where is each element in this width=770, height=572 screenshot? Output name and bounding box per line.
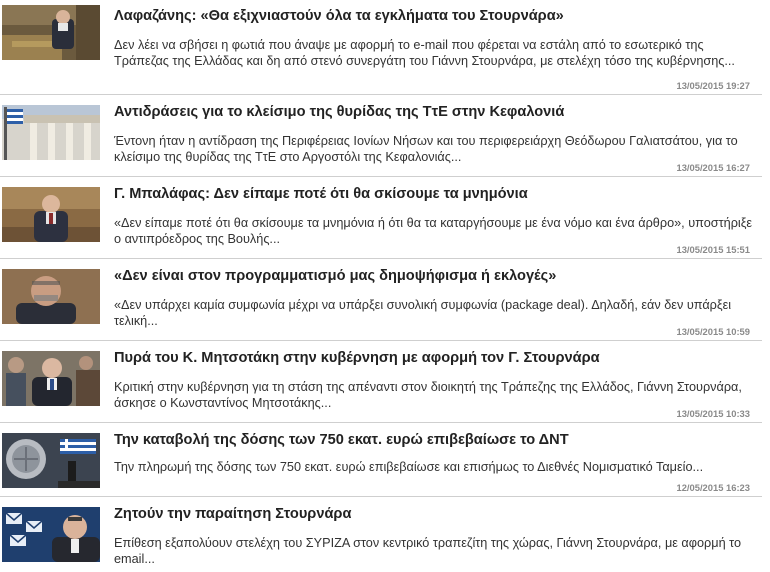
politician-portrait-photo — [2, 187, 100, 242]
article-item[interactable] — [0, 346, 762, 423]
article-date: 13/05/2015 16:27 — [676, 162, 750, 173]
article-thumbnail[interactable] — [2, 507, 100, 562]
article-summary: Επίθεση εξαπολύουν στελέχη του ΣΥΡΙΖΑ στον κεντρικό τραπεζίτη της χώρας, Γιάννη Στουρνάρα, με αφορμή το email... — [114, 536, 742, 566]
article-thumbnail[interactable] — [2, 433, 100, 488]
politician-closeup-photo — [2, 269, 100, 324]
article-date: 12/05/2015 16:23 — [676, 482, 750, 493]
article-thumbnail[interactable] — [2, 187, 100, 242]
article-item[interactable] — [0, 0, 762, 95]
bank-building-flag-photo — [2, 105, 100, 160]
article-thumbnail[interactable] — [2, 105, 100, 160]
article-title[interactable]: Ζητούν την παραίτηση Στουρνάρα — [114, 506, 352, 522]
article-thumbnail[interactable] — [2, 5, 100, 60]
article-title[interactable]: Πυρά του Κ. Μητσοτάκη στην κυβέρνηση με αφορμή τον Γ. Στουρνάρα — [114, 350, 600, 366]
article-item[interactable] — [0, 428, 762, 497]
parliament-speaker-photo — [2, 5, 100, 60]
imf-logo-greek-flag-photo — [2, 433, 100, 488]
article-date: 13/05/2015 10:59 — [676, 326, 750, 337]
article-item[interactable] — [0, 264, 762, 341]
article-date: 13/05/2015 19:27 — [676, 80, 750, 91]
article-item[interactable] — [0, 182, 762, 259]
article-summary: Έντονη ήταν η αντίδραση της Περιφέρειας Ιονίων Νήσων και του περιφερειάρχη Θεόδωρου Γαλιατσάτου, για το κλείσιμο της θυρίδας της ΤτΕ στο Αργοστόλι της Κεφαλονιάς... — [114, 134, 738, 164]
article-summary: «Δεν υπάρχει καμία συμφωνία μέχρι να υπάρξει συνολική συμφωνία (package deal). Δηλαδή, εάν δεν υπάρξει τελική... — [114, 298, 732, 328]
article-title[interactable]: Γ. Μπαλάφας: Δεν είπαμε ποτέ ότι θα σκίσουμε τα μνημόνια — [114, 186, 528, 202]
article-title[interactable]: Την καταβολή της δόσης των 750 εκατ. ευρώ επιβεβαίωσε το ΔΝΤ — [114, 432, 569, 448]
article-thumbnail[interactable] — [2, 269, 100, 324]
elder-politician-photo — [2, 351, 100, 406]
article-summary: Την πληρωμή της δόσης των 750 εκατ. ευρώ επιβεβαίωσε και επισήμως το Διεθνές Νομισματικό Ταμείο... — [114, 460, 704, 474]
article-summary: Κριτική στην κυβέρνηση για τη στάση της απέναντι στον διοικητή της Τράπεζης της Ελλάδος, Γιάννη Στουρνάρα, άσκησε ο Κωνσταντίνος Μητσοτάκης... — [114, 380, 742, 410]
article-title[interactable]: Αντιδράσεις για το κλείσιμο της θυρίδας της ΤτΕ στην Κεφαλονιά — [114, 104, 565, 120]
article-item[interactable] — [0, 502, 762, 572]
article-item[interactable] — [0, 100, 762, 177]
article-title[interactable]: Λαφαζάνης: «Θα εξιχνιαστούν όλα τα εγκλήματα του Στουρνάρα» — [114, 8, 564, 24]
article-date: 13/05/2015 10:33 — [676, 408, 750, 419]
email-icons-man-photo — [2, 507, 100, 562]
article-summary: Δεν λέει να σβήσει η φωτιά που άναψε με αφορμή το e-mail που φέρεται να εστάλη από το εσωτερικό της Τράπεζας της Ελλάδας και δη από στενό συνεργάτη του Γιάννη Στουρνάρα, με στελέχη τόσο της κυβέρνησης... — [114, 38, 735, 68]
article-date: 13/05/2015 15:51 — [676, 244, 750, 255]
article-summary: «Δεν είπαμε ποτέ ότι θα σκίσουμε τα μνημόνια ή ότι θα τα καταργήσουμε με ένα νόμο και ένα άρθρο», υποστήριξε ο αντιπρόεδρος της Βουλής... — [114, 216, 753, 246]
article-thumbnail[interactable] — [2, 351, 100, 406]
article-title[interactable]: «Δεν είναι στον προγραμματισμό μας δημοψήφισμα ή εκλογές» — [114, 268, 557, 284]
